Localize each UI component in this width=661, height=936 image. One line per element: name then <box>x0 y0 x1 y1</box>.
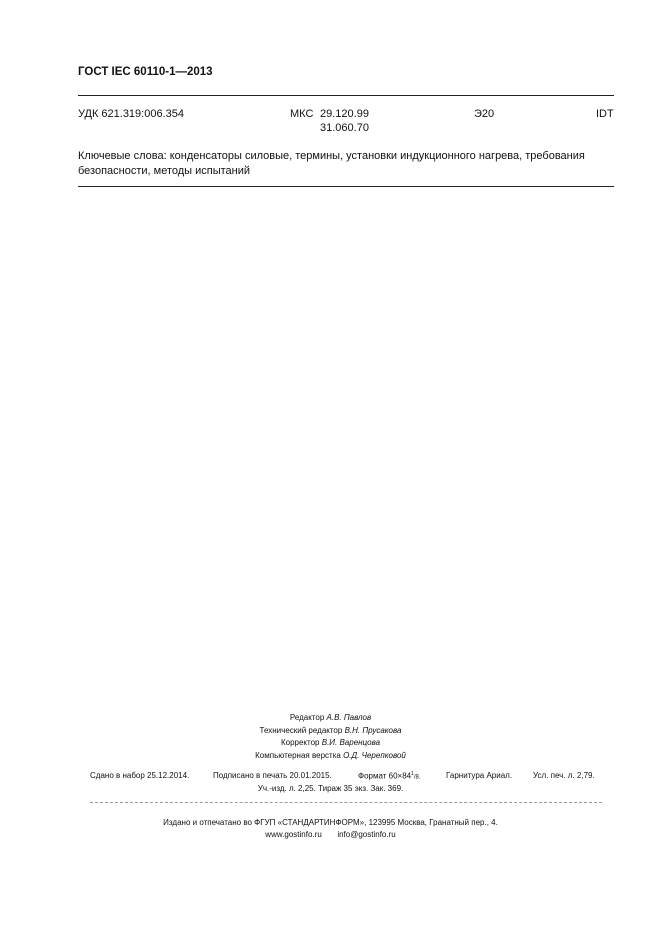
standard-designation: ГОСТ IEC 60110-1—2013 <box>78 66 213 78</box>
typeface: Гарнитура Ариал. <box>446 771 513 780</box>
signed-date: Подписано в печать 20.01.2015. <box>213 771 332 780</box>
editor-name: А.В. Павлов <box>326 713 372 722</box>
tech-editor-line: Технический редактор В.Н. Прусакова <box>259 725 402 735</box>
publisher-block <box>0 817 661 841</box>
footer-rule <box>90 802 602 803</box>
editor-line: Редактор А.В. Павлов <box>289 713 372 722</box>
publisher-email[interactable]: info@gostinfo.ru <box>337 830 396 839</box>
mks-code-1: 29.120.99 <box>320 108 369 120</box>
publisher-address: Издано и отпечатано во ФГУП «СТАНДАРТИНФОРМ», 123995 Москва, Гранатный пер., 4. <box>163 818 498 827</box>
group-code: Э20 <box>474 108 495 120</box>
header-rule <box>78 95 614 96</box>
print-run-line: Уч.-изд. л. 2,25. Тираж 35 экз. Зак. 369. <box>257 784 404 793</box>
layout-name: О.Д. Черепковой <box>343 750 406 760</box>
printed-sheets: Усл. печ. л. 2,79. <box>533 771 595 780</box>
credits-block <box>0 712 661 762</box>
mks-label: МКС <box>290 108 314 120</box>
keywords: Ключевые слова: конденсаторы силовые, термины, установки индукционного нагрева, требования безопасности, методы испытаний <box>78 150 585 177</box>
layout-line: Компьютерная верстка О.Д. Черепковой <box>255 750 406 760</box>
submitted-date: Сдано в набор 25.12.2014. <box>90 771 190 780</box>
publisher-website[interactable]: www.gostinfo.ru <box>265 830 322 839</box>
corrector-name: В.И. Варенцова <box>321 738 381 747</box>
degree-code: IDT <box>596 108 614 120</box>
tech-editor-name: В.Н. Прусакова <box>344 725 402 735</box>
paper-format: Формат $60\times 84^1/8$. <box>358 771 421 781</box>
corrector-line: Корректор В.И. Варенцова <box>280 738 381 747</box>
mks-code-2: 31.060.70 <box>320 122 369 134</box>
udk-code: УДК 621.319:006.354 <box>78 108 184 120</box>
publisher-contacts <box>0 829 661 841</box>
keywords-rule <box>78 186 614 187</box>
